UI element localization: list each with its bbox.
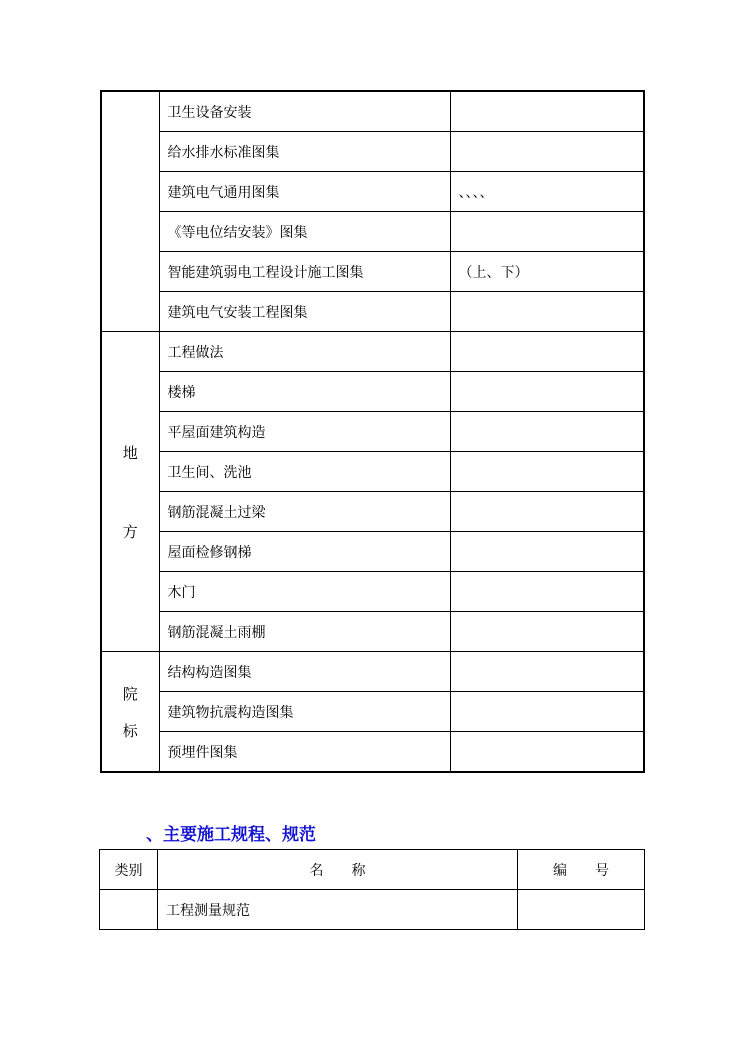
table-row bbox=[101, 212, 644, 252]
atlas-name: 钢筋混凝土雨棚 bbox=[159, 612, 450, 652]
atlas-name: 钢筋混凝土过梁 bbox=[159, 492, 450, 532]
atlas-name: 《等电位结安装》图集 bbox=[159, 212, 450, 252]
header-code: 编 号 bbox=[518, 850, 645, 890]
standard-atlas-table bbox=[100, 90, 645, 773]
table-row bbox=[101, 252, 644, 292]
table-row bbox=[101, 532, 644, 572]
category-char: 地 bbox=[122, 443, 138, 462]
table-row bbox=[100, 890, 645, 930]
category-cell-local bbox=[101, 332, 159, 652]
table-row bbox=[101, 652, 644, 692]
header-category: 类别 bbox=[100, 850, 158, 890]
atlas-code bbox=[450, 332, 644, 372]
atlas-code bbox=[450, 732, 644, 773]
atlas-name: 木门 bbox=[159, 572, 450, 612]
atlas-code bbox=[450, 572, 644, 612]
spec-category bbox=[100, 890, 158, 930]
table-row bbox=[101, 732, 644, 773]
table-row bbox=[101, 692, 644, 732]
atlas-code: 、、、、 bbox=[450, 172, 644, 212]
atlas-code bbox=[450, 612, 644, 652]
atlas-name: 建筑物抗震构造图集 bbox=[159, 692, 450, 732]
category-char: 方 bbox=[122, 522, 138, 541]
atlas-name: 卫生设备安装 bbox=[159, 91, 450, 132]
atlas-name: 楼梯 bbox=[159, 372, 450, 412]
atlas-code bbox=[450, 652, 644, 692]
table-row bbox=[101, 91, 644, 132]
category-label-local bbox=[123, 442, 138, 542]
header-name: 名 称 bbox=[158, 850, 518, 890]
atlas-name: 智能建筑弱电工程设计施工图集 bbox=[159, 252, 450, 292]
atlas-name: 建筑电气通用图集 bbox=[159, 172, 450, 212]
atlas-code bbox=[450, 412, 644, 452]
atlas-name: 给水排水标准图集 bbox=[159, 132, 450, 172]
atlas-code: （上、下） bbox=[450, 252, 644, 292]
atlas-name: 结构构造图集 bbox=[159, 652, 450, 692]
codes-specifications-table bbox=[99, 849, 645, 930]
category-char: 标 bbox=[122, 721, 138, 740]
table-row bbox=[101, 372, 644, 412]
atlas-code bbox=[450, 91, 644, 132]
section-heading: 、主要施工规程、规范 bbox=[146, 825, 316, 845]
table-row bbox=[101, 132, 644, 172]
table-row bbox=[101, 172, 644, 212]
table-row bbox=[101, 412, 644, 452]
table-row bbox=[101, 292, 644, 332]
table-row bbox=[101, 572, 644, 612]
atlas-name: 卫生间、洗池 bbox=[159, 452, 450, 492]
atlas-code bbox=[450, 372, 644, 412]
spec-name: 工程测量规范 bbox=[158, 890, 518, 930]
atlas-name: 平屋面建筑构造 bbox=[159, 412, 450, 452]
category-label-institute bbox=[123, 683, 138, 741]
atlas-code bbox=[450, 132, 644, 172]
atlas-code bbox=[450, 452, 644, 492]
spec-code bbox=[518, 890, 645, 930]
atlas-code bbox=[450, 292, 644, 332]
table-row bbox=[101, 612, 644, 652]
atlas-name: 预埋件图集 bbox=[159, 732, 450, 773]
category-char: 院 bbox=[122, 684, 138, 703]
table-row bbox=[101, 492, 644, 532]
atlas-name: 建筑电气安装工程图集 bbox=[159, 292, 450, 332]
atlas-code bbox=[450, 492, 644, 532]
atlas-code bbox=[450, 692, 644, 732]
atlas-name: 工程做法 bbox=[159, 332, 450, 372]
category-cell-institute bbox=[101, 652, 159, 773]
atlas-code bbox=[450, 532, 644, 572]
table-row bbox=[101, 332, 644, 372]
table-header-row bbox=[100, 850, 645, 890]
atlas-name: 屋面检修钢梯 bbox=[159, 532, 450, 572]
table-row bbox=[101, 452, 644, 492]
atlas-code bbox=[450, 212, 644, 252]
category-cell-blank bbox=[101, 91, 159, 332]
